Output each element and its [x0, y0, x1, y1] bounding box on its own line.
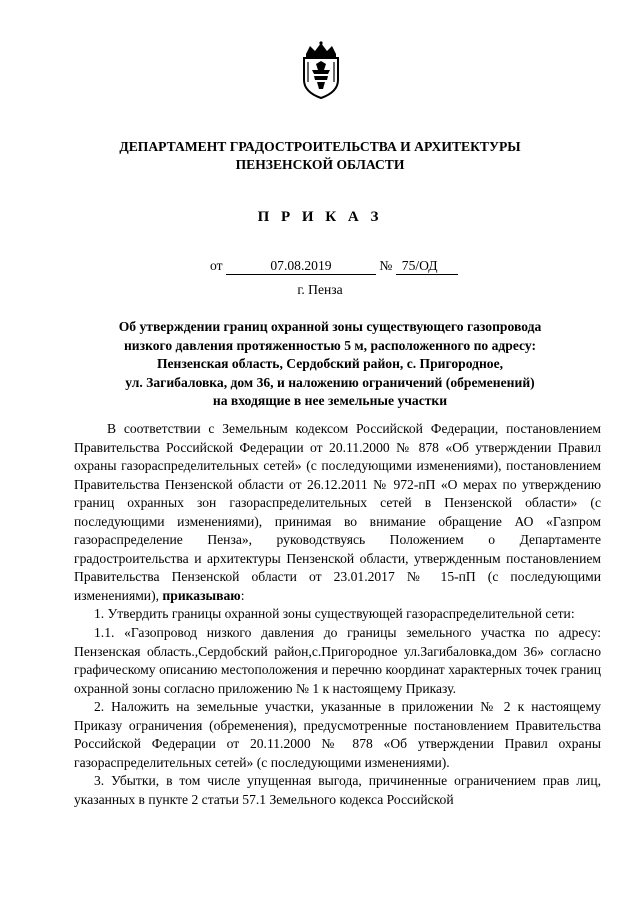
item-1-1-paragraph: 1.1. «Газопровод низкого давления до границы земельного участка по адресу: Пензенская область.,Сердобский район,с.Пригородное ул.Загибаловка,дом 36» согласно графическому описанию местоположения и перечню координат характерных точек границ охранной зоны согласно приложению № 1 к настоящему Приказу. [74, 625, 601, 696]
from-label: от [210, 258, 223, 273]
order-title [60, 318, 600, 411]
order-colon: : [240, 587, 245, 603]
order-number: 75/ОД [396, 258, 458, 275]
item-3-paragraph: 3. Убытки, в том числе упущенная выгода, причиненные ограничением прав лиц, указанных в пункте 2 статьи 57.1 Земельного кодекса Российской [74, 773, 601, 807]
department-line-1: ДЕПАРТАМЕНТ ГРАДОСТРОИТЕЛЬСТВА И АРХИТЕКТУРЫ [119, 139, 521, 154]
date-number-line [210, 258, 458, 275]
department-line-2: ПЕНЗЕНСКОЙ ОБЛАСТИ [235, 157, 405, 172]
title-line-4: ул. Загибаловка, дом 36, и наложению ограничений (обременений) [125, 374, 535, 390]
title-line-1: Об утверждении границ охранной зоны существующего газопровода [118, 319, 542, 334]
item-2-paragraph: 2. Наложить на земельные участки, указанные в приложении № 2 к настоящему Приказу ограничения (обременения), предусмотренные постановлением Правительства Российской Федерации от 20.11.2000 № 878 «Об утверждении Правил охраны газораспределительных сетей» (с последующими изменениями). [74, 699, 601, 770]
number-label: № [379, 258, 393, 273]
item-1-paragraph: 1. Утвердить границы охранной зоны существующей газораспределительной сети: [94, 606, 575, 622]
title-line-5: на входящие в нее земельные участки [212, 393, 448, 408]
department-name [0, 138, 640, 174]
title-line-3: Пензенская область, Сердобский район, с. Пригородное, [156, 356, 504, 371]
preamble-text: В соответствии с Земельным кодексом Российской Федерации, постановлением Правительства Российской Федерации от 20.11.2000 № 878 «Об утверждении Правил охраны газораспределительных сетей» (с последующими изменениями), постановлением Правительства Пензенской области от 26.12.2011 № 972-пП «О мерах по утверждению границ охранных зон газораспределительных сетей в Пензенской области» (с последующими изменениями), принимая во внимание обращение АО «Газпром газораспределение Пенза», руководствуясь Положением о Департаменте градостроительства и архитектуры Пензенской области, утвержденным постановлением Правительства Пензенской области от 23.01.2017 № 15-пП (с последующими изменениями), [74, 421, 601, 603]
order-word: приказываю [162, 587, 241, 603]
document-type-heading: П Р И К А З [257, 209, 383, 225]
penza-coat-of-arms-icon [296, 40, 346, 100]
order-date: 07.08.2019 [226, 258, 376, 275]
preamble-paragraph [74, 420, 601, 605]
city: г. Пенза [297, 282, 343, 297]
title-line-2: низкого давления протяженностью 5 м, расположенного по адресу: [123, 337, 537, 353]
order-body [74, 420, 601, 809]
